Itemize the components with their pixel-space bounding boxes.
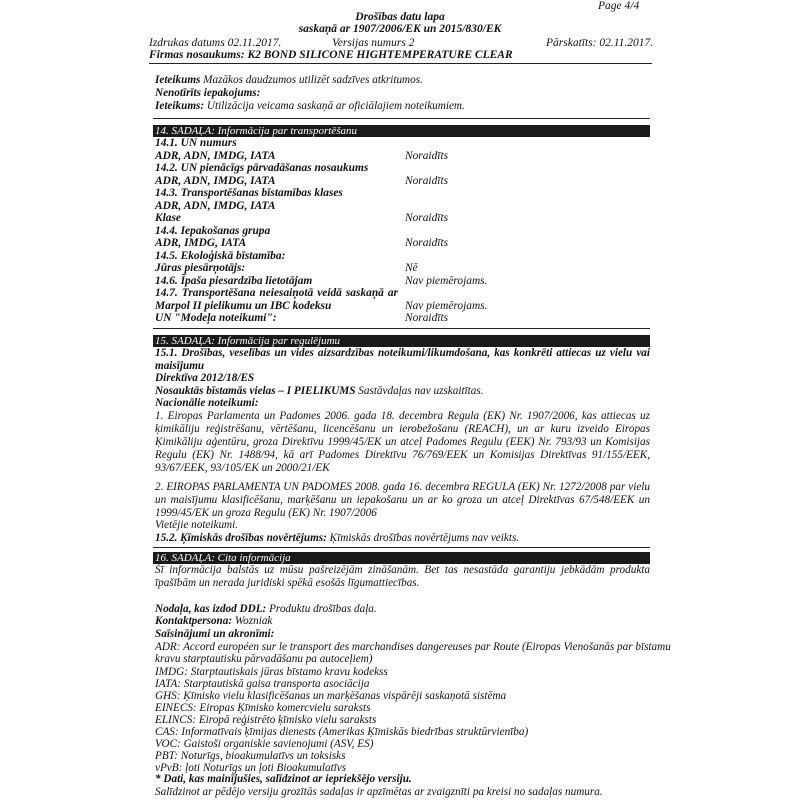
doc-subtitle: saskaņā ar 1907/2006/EK un 2015/830/EK [298,23,502,35]
transport-row-label: 14.1. UN numurs [155,137,237,149]
transport-row-value: Nav piemērojams. [405,299,488,312]
changed-data-note: * Dati, kas mainījušies, salīdzinot ar iepriekšējo versiju. [155,773,412,785]
transport-row-label: ADR, ADN, IMDG, IATA [155,174,276,187]
recommendation-1: Ieteikums Mazākos daudzumos utilizēt sadzīves atkritumos. [155,74,423,86]
doc-title: Drošības datu lapa [355,11,445,23]
transport-row-label: 14.3. Transportēšanas bīstamības klases [155,187,343,199]
issuing-department: Nodaļa, kas izdod DDL: Produktu drošības daļa. [155,603,377,615]
transport-row-label: UN "Modeļa noteikumi": [155,312,277,324]
abbreviation-item: IMDG: Starptautiskais jūras bīstamo kravu kodekss [155,666,388,678]
transport-row-label: Klase [155,212,181,224]
section-15-rule [153,328,650,329]
transport-row-label: 14.2. UN pienācīgs pārvadāšanas nosaukums [155,162,369,174]
company-value: K2 BOND SILICONE HIGHTEMPERATURE CLEAR [247,49,513,61]
section-16-heading: 16. SADAĻA: Cita informācija [153,552,650,564]
changed-data-explanation: Salīdzinot ar pēdējo versiju grozītās sadaļas ir apzīmētas ar zvaigznīti pa kreisi no sadaļas numura. [155,786,603,798]
revised-date: Pārskatīts: 02.11.2017. [546,37,654,49]
transport-row-value: Noraidīts [405,312,449,324]
section-15-2: 15.2. Ķīmiskās drošības novērtējums: Ķīmiskās drošības novērtējums nav veikts. [155,532,520,544]
company-name [149,49,513,62]
annex-line: Nosauktās bīstamās vielas – I PIELIKUMS Sastāvdaļas nav uzskaitītas. [155,385,484,397]
section-16-rule [153,547,650,548]
section-16-intro: Šī informācija balstās uz mūsu pašreizējām zināšanām. Bet tas nesastāda garantiju jebkādām produkta īpašībām un nerada juridiski spēkā esošās līgumattiecības. [155,564,650,589]
transport-row-value: Noraidīts [405,237,449,249]
abbreviations-label: Saīsinājumi un akronīmi: [155,628,275,640]
section-14-heading: 14. SADAĻA: Informācija par transportēšanu [153,125,650,137]
transport-row-value: Noraidīts [405,212,449,224]
national-regulations-label: Nacionālie noteikumi: [155,397,259,409]
section-15-heading: 15. SADAĻA: Informācija par regulējumu [153,335,650,347]
directive: Direktīva 2012/18/ES [155,372,255,384]
regulation-paragraph-1: 1. Eiropas Parlamenta un Padomes 2006. gada 18. decembra Regula (EK) Nr. 1907/2006, kas attiecas uz ķimikāliju reģistrēšanu, vērtēšanu, licencēšanu un ierobežošanu (REACH), un ar kuru izveido Eiropas Ķimikāliju aģentūru, groza Direktīvu 1999/45/EK un atceļ Padomes Regulu (EEK) Nr. 793/93 un Komisijas Regulu (EK) Nr. 1488/94, kā arī Padomes Direktīvu 76/769/EEK un Komisijas Direktīvas 91/155/EEK, 93/67/EEK, 93/105/EK un 2000/21/EK [155,410,650,474]
transport-row-label: ADR, IMDG, IATA [155,237,247,249]
transport-row-label: 14.7. Transportēšana neiesaiņotā veidā saskaņā ar [155,287,398,299]
section-14-rule [153,118,650,119]
transport-row-value: Nav piemērojams. [405,274,488,287]
section-15-1-title: 15.1. Drošības, veselības un vides aizsardzības noteikumi/likumdošana, kas konkrēti attiecas uz vielu vai maisījumu [155,347,650,372]
abbr-adr-line2: kravu starptautisku pārvadāšanu pa autoceļiem) [155,653,373,665]
transport-row-label: Marpol II pielikumu un IBC kodeksu [155,299,332,312]
transport-row-label: ADR, ADN, IMDG, IATA [155,149,276,162]
company-label: Firmas nosaukums: [149,49,245,61]
header-rule [149,63,652,64]
local-regulations: Vietējie noteikumi. [155,519,239,531]
abbreviation-item: EINECS: Eiropas Ķīmisko komercvielu saraksts [155,702,371,714]
page-number: Page 4/4 [598,0,640,12]
recommendation-2: Ieteikums: Utilizācija veicama saskaņā ar oficiālajiem noteikumiem. [155,100,465,112]
abbreviation-item: vPvB: ļoti Noturīgs un ļoti Bioakumulatīvs [155,762,347,774]
abbreviation-item: IATA: Starptautiskā gaisa transporta asociācija [155,678,370,690]
transport-row-label: 14.5. Ekoloģiskā bīstamība: [155,249,286,262]
abbreviation-item: CAS: Informatīvais ķīmijas dienests (Amerikas Ķīmiskās biedrības struktūrvienība) [155,726,529,738]
abbreviation-item: VOC: Gaistoši organiskie savienojumi (ASV, ES) [155,738,374,750]
uncleaned-packaging: Nenotīrīts iepakojums: [155,87,261,99]
transport-row-label: Jūras piesārņotājs: [155,262,246,274]
abbreviation-item: ELINCS: Eiropā reģistrēto ķīmisko vielu saraksts [155,714,377,726]
transport-row-value: Noraidīts [405,174,449,187]
transport-row-value: Nē [405,262,418,274]
abbr-adr-line1: ADR: Accord européen sur le transport des marchandises dangereuses par Route (Eiropas Vienošanās par bīstamu [155,641,671,653]
print-date: Izdrukas datums 02.11.2017. [149,37,282,49]
transport-row-label: 14.6. Īpaša piesardzība lietotājam [155,274,313,287]
abbreviation-item: GHS: Ķīmisko vielu klasificēšanas un marķēšanas vispārēji saskaņotā sistēma [155,690,507,702]
regulation-paragraph-2: 2. EIROPAS PARLAMENTA UN PADOMES 2008. gada 16. decembra REGULA (EK) Nr. 1272/2008 par vielu un maisījumu klasificēšanu, marķēšanu un iepakošanu un ar ko groza un atceļ Direktīvas 67/548/EEK un 1999/45/EK un groza Regulu (EK) Nr. 1907/2006 [155,481,650,519]
transport-row-value: Noraidīts [405,149,449,162]
version-number: Versijas numurs 2 [332,37,415,49]
transport-row-label: ADR, ADN, IMDG, IATA [155,199,276,212]
contact-person: Kontaktpersona: Wozniak [155,615,273,627]
abbreviation-item: PBT: Noturīgs, bioakumulatīvs un toksisks [155,750,346,762]
transport-row-label: 14.4. Iepakošanas grupa [155,224,271,237]
